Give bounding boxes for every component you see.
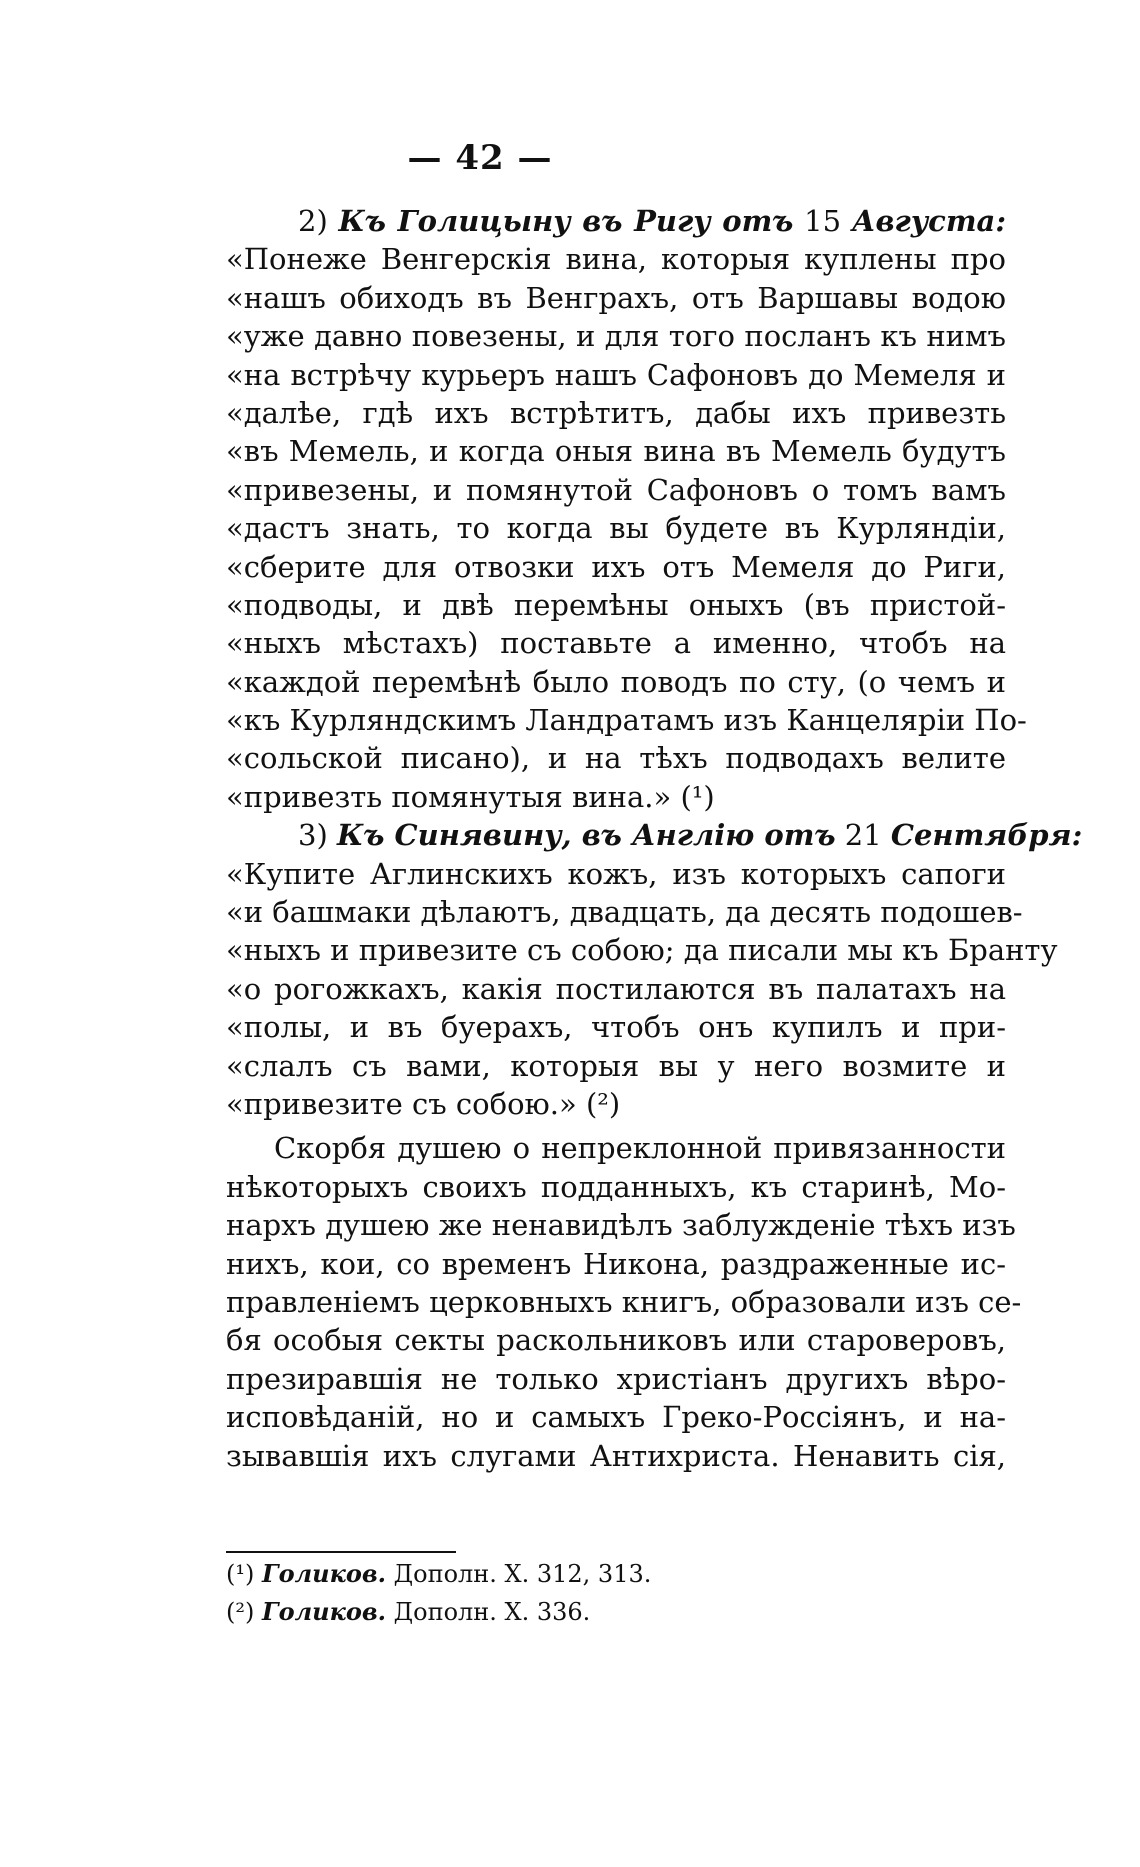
text-line: «привезите съ собою.» (²) [226, 1086, 621, 1121]
footnote-ref: Дополн. X. 312, 313. [393, 1560, 652, 1588]
text-line: «дастъ знать, то когда вы будете въ Курляндіи, [226, 511, 1006, 546]
footnote-author: Голиков. [262, 1597, 386, 1626]
text-line: «и башмаки дѣлаютъ, двадцать, да десять подошев- [226, 895, 1023, 930]
text-line: «каждой перемѣнѣ было поводъ по сту, (о чемъ и [226, 664, 1006, 699]
text-line: «сберите для отвозки ихъ отъ Мемеля до Риги, [226, 549, 1006, 584]
text-line: «уже давно повезены, и для того посланъ къ нимъ [226, 319, 1006, 354]
letter-heading-golitsyn [226, 202, 1006, 240]
footnote-mark: (¹) [226, 1560, 255, 1588]
text-line: Скорбя душею о непреклонной привязанности [274, 1131, 1006, 1166]
text-line: бя особыя секты раскольниковъ или староверовъ, [226, 1323, 1006, 1358]
footnote-author: Голиков. [262, 1559, 386, 1588]
footnote-2 [226, 1593, 1006, 1631]
heading-addressee: Къ Голицыну въ Ригу отъ [338, 204, 794, 238]
text-line: «на встрѣчу курьеръ нашъ Сафоновъ до Мемеля и [226, 357, 1006, 392]
text-line: «привезть помянутыя вина.» (¹) [226, 779, 715, 814]
footnotes [226, 1555, 1006, 1631]
body-text [226, 202, 1083, 1475]
text-line: «полы, и въ буерахъ, чтобъ онъ купилъ и при- [226, 1010, 1006, 1045]
text-line: «слалъ съ вами, которыя вы у него возмите и [226, 1048, 1006, 1083]
text-line: «нашъ обиходъ въ Венграхъ, отъ Варшавы водою [226, 280, 1006, 315]
heading-month: Сентября: [890, 818, 1083, 853]
footnote-ref: Дополн. X. 336. [393, 1598, 591, 1626]
heading-month: Августа: [851, 204, 1007, 238]
text-line: зывавшія ихъ слугами Антихриста. Ненавить сія, [226, 1438, 1006, 1473]
text-line: нихъ, кои, со временъ Никона, раздраженные ис- [226, 1246, 1006, 1281]
heading-number: 2) [298, 204, 328, 238]
text-line: «далѣе, гдѣ ихъ встрѣтитъ, дабы ихъ привезть [226, 395, 1006, 430]
text-line: «ныхъ и привезите съ собою; да писали мы къ Бранту [226, 933, 1058, 968]
text-line: «въ Мемель, и когда оныя вина въ Мемель будутъ [226, 434, 1006, 469]
text-line: правленіемъ церковныхъ книгъ, образовали изъ се- [226, 1284, 1022, 1319]
heading-date: 21 [844, 818, 882, 853]
text-line: нѣкоторыхъ своихъ подданныхъ, къ старинѣ, Мо- [226, 1169, 1006, 1204]
text-line: презиравшія не только христіанъ другихъ вѣро- [226, 1361, 1006, 1396]
text-line: «подводы, и двѣ перемѣны оныхъ (въ пристой- [226, 587, 1006, 622]
footnote-1 [226, 1555, 1006, 1593]
text-line: «Понеже Венгерскія вина, которыя куплены про [226, 242, 1006, 277]
text-line: исповѣданій, но и самыхъ Греко-Россіянъ, и на- [226, 1400, 1006, 1435]
text-line: «привезены, и помянутой Сафоновъ о томъ вамъ [226, 472, 1006, 507]
heading-addressee: Къ Синявину, въ Англію отъ [336, 818, 836, 853]
page-number: — 42 — [407, 138, 553, 178]
footnote-mark: (²) [226, 1598, 255, 1626]
text-line: «о рогожкахъ, какія постилаются въ палатахъ на [226, 971, 1006, 1006]
text-line: «сольской писано), и на тѣхъ подводахъ велите [226, 741, 1006, 776]
footnote-divider [226, 1551, 456, 1553]
text-line: «ныхъ мѣстахъ) поставьте а именно, чтобъ на [226, 626, 1006, 661]
text-line: «къ Курляндскимъ Ландратамъ изъ Канцеляріи По- [226, 703, 1027, 738]
text-line: «Купите Аглинскихъ кожъ, изъ которыхъ сапоги [226, 856, 1006, 891]
heading-date: 15 [804, 204, 842, 238]
heading-number: 3) [298, 818, 328, 853]
letter-heading-sinyavin [226, 816, 1083, 854]
text-line: нархъ душею же ненавидѣлъ заблужденіе тѣхъ изъ [226, 1208, 1016, 1243]
